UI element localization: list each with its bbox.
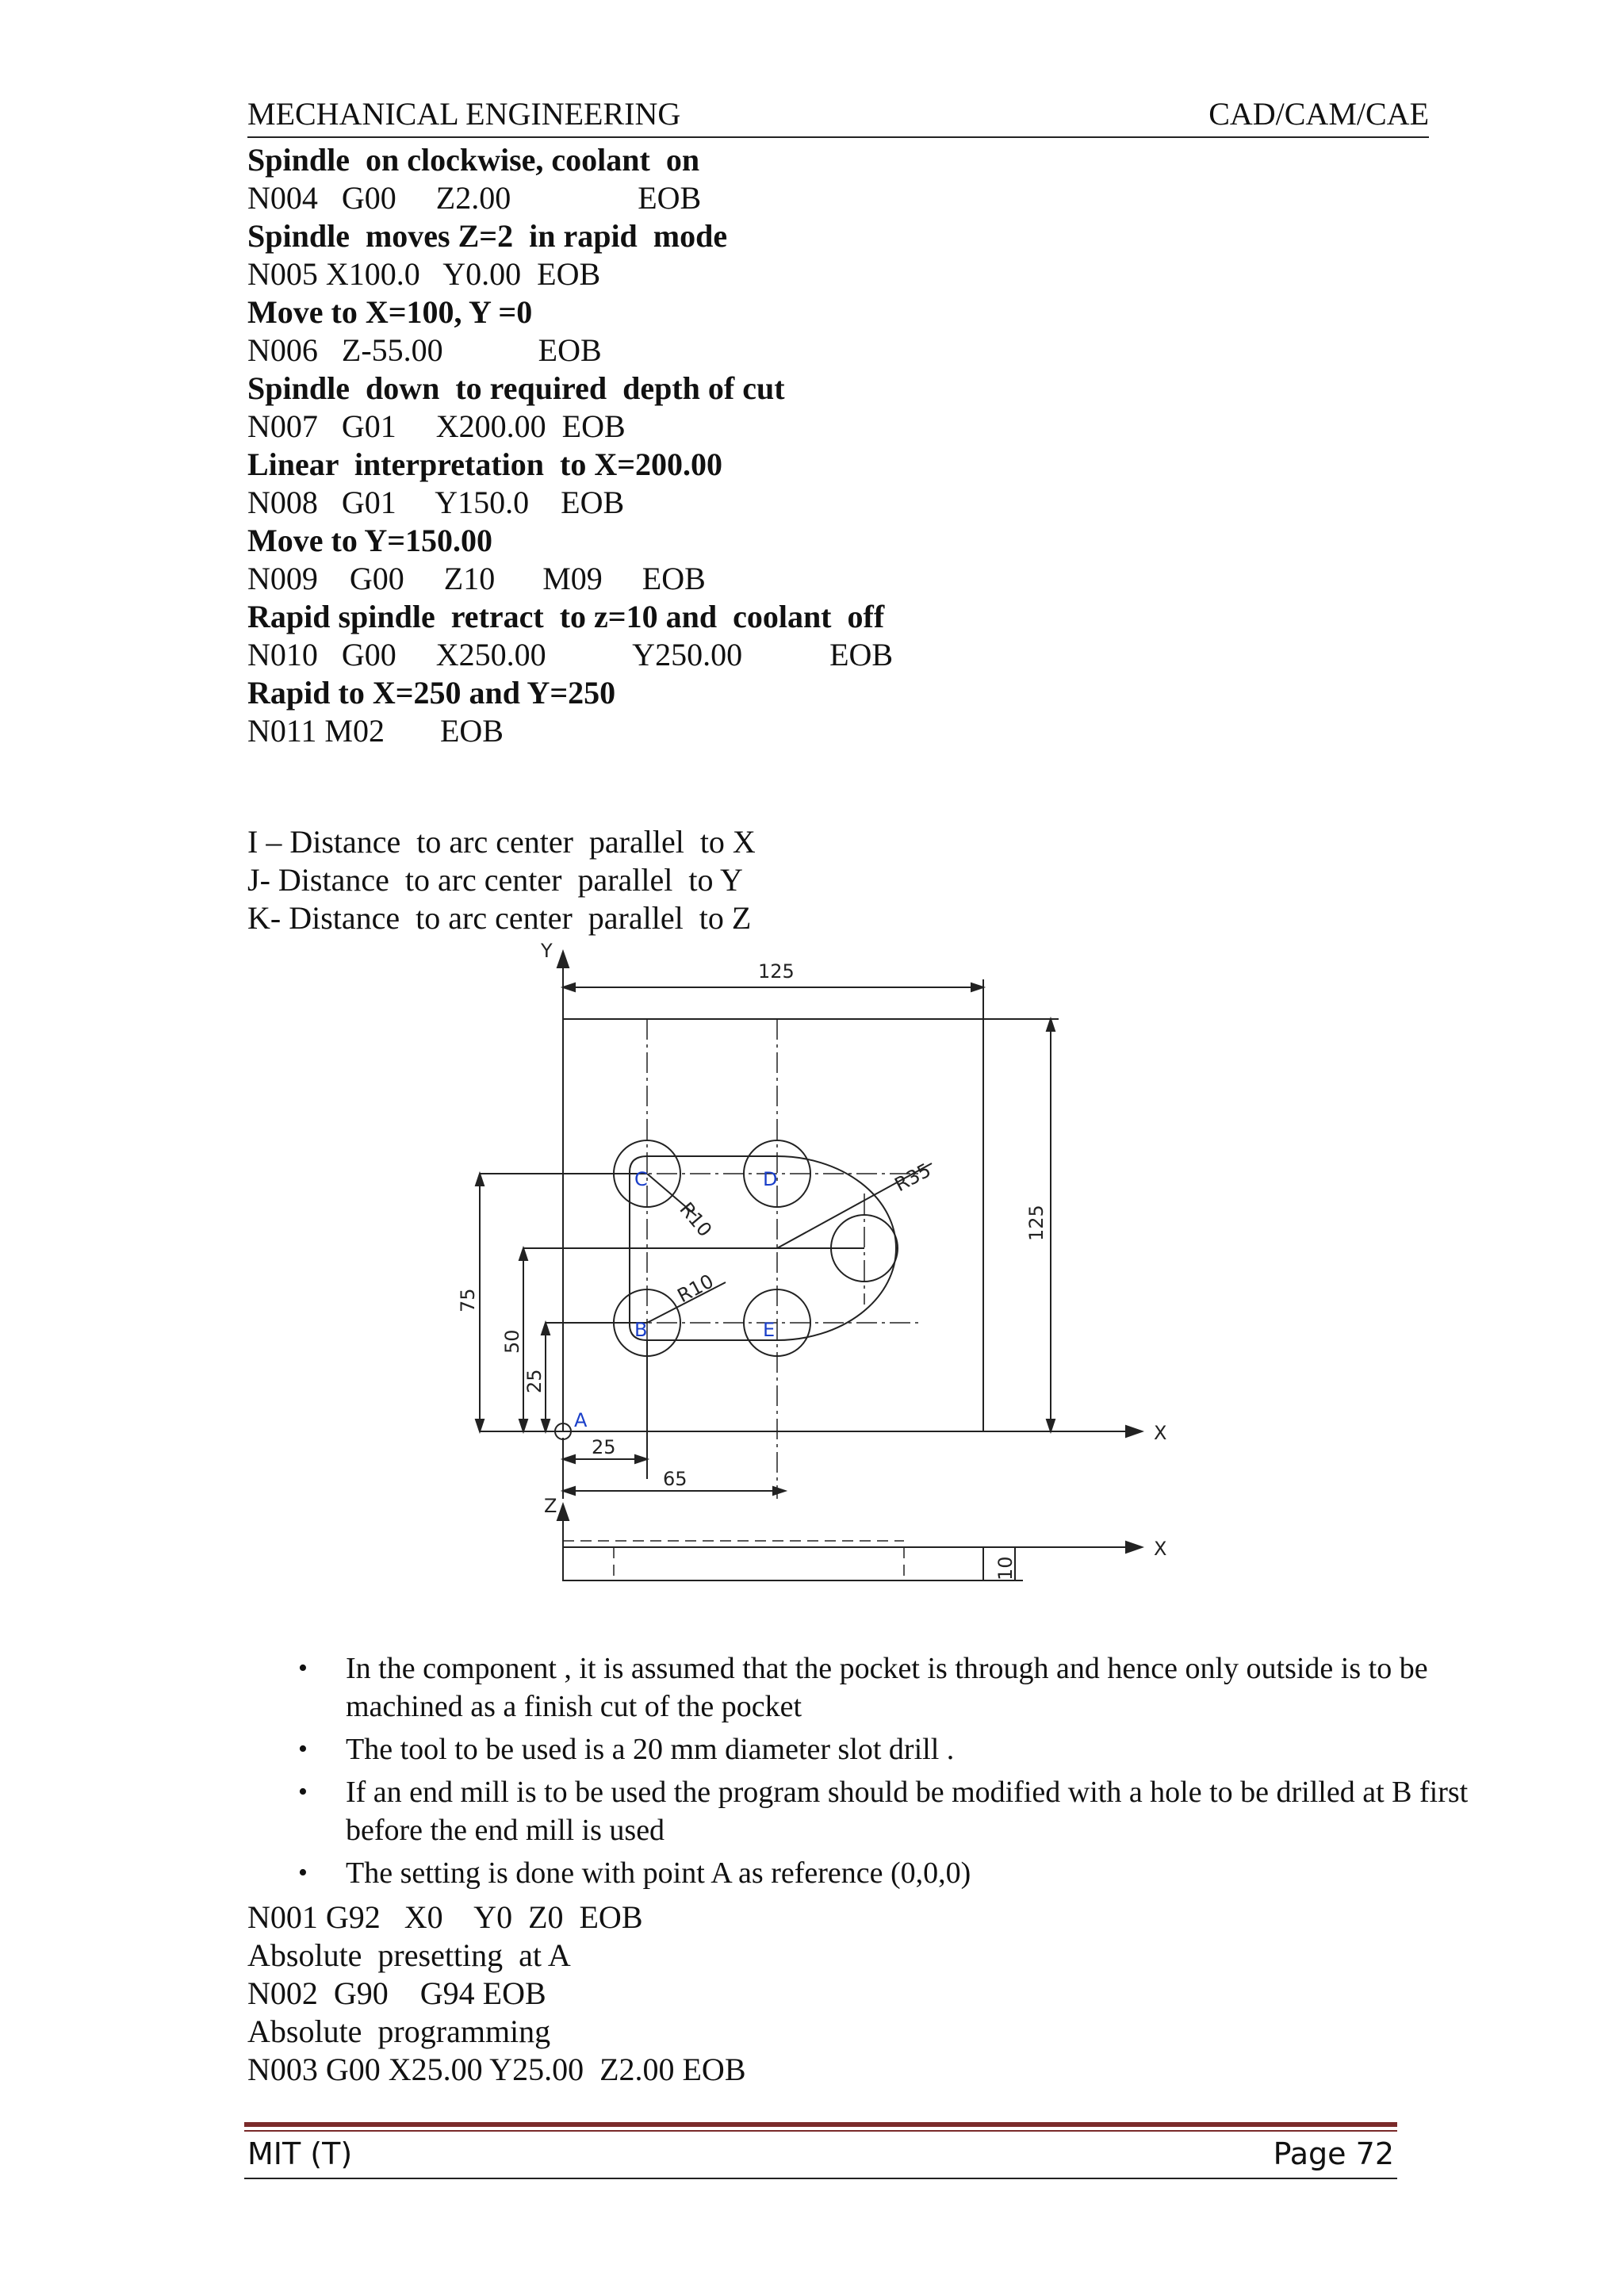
dim-arrow: [773, 1487, 785, 1495]
bullet-icon: •: [298, 1858, 308, 1887]
page-number: Page 72: [1273, 2136, 1394, 2171]
note-text: In the component , it is assumed that the pocket is through and hence only outside is to be machined as a finish cut of the pocket: [346, 1652, 1428, 1723]
dim-arrow: [519, 1420, 527, 1431]
point-label-d: D: [763, 1168, 778, 1190]
part-drawing-svg: [444, 940, 1174, 1614]
radius-label-r10-top: R10: [675, 1197, 717, 1242]
program-line: N008 G01 Y150.0 EOB: [247, 485, 625, 520]
x-axis-arrow-front: [1126, 1542, 1142, 1553]
note-item: [247, 1854, 1469, 1892]
bullet-icon: •: [298, 1777, 308, 1806]
note-text: If an end mill is to be used the program should be modified with a hole to be drilled at B first before the end mill is used: [346, 1776, 1469, 1847]
dim-arrow: [476, 1174, 484, 1186]
program-line: Spindle moves Z=2 in rapid mode: [247, 218, 728, 254]
program-line: N004 G00 Z2.00 EOB: [247, 180, 702, 216]
dim-arrow: [971, 983, 983, 991]
dim-arrow: [542, 1323, 550, 1335]
footer-rule: [244, 2178, 1397, 2179]
program-line: Move to Y=150.00: [247, 523, 493, 558]
note-item: [247, 1773, 1469, 1849]
header-rule: [247, 136, 1429, 138]
program-line: N011 M02 EOB: [247, 713, 504, 749]
program-line: N006 Z-55.00 EOB: [247, 332, 602, 368]
program-line: Linear interpretation to X=200.00: [247, 446, 723, 482]
header-right: CAD/CAM/CAE: [1208, 96, 1429, 132]
program-line: Absolute presetting at A: [247, 1937, 571, 1973]
y-axis-arrow: [557, 952, 569, 967]
program-bottom: [247, 1898, 1453, 2089]
program-line: N003 G00 X25.00 Y25.00 Z2.00 EOB: [247, 2052, 746, 2087]
dim-label-75: 75: [457, 1288, 479, 1312]
bullet-icon: •: [298, 1734, 308, 1764]
header-left: MECHANICAL ENGINEERING: [247, 96, 681, 132]
radius-label-r35: R35: [891, 1159, 935, 1197]
program-line: N009 G00 Z10 M09 EOB: [247, 561, 706, 596]
program-line: Rapid spindle retract to z=10 and coolant off: [247, 599, 885, 634]
notes-list: [247, 1649, 1469, 1897]
footer-rule: [244, 2130, 1397, 2132]
front-view-block: [563, 1547, 983, 1580]
axis-label-y: Y: [541, 940, 553, 962]
note-text: The setting is done with point A as reference (0,0,0): [346, 1856, 971, 1890]
program-line: N001 G92 X0 Y0 Z0 EOB: [247, 1899, 643, 1935]
dim-label-25-vertical: 25: [523, 1369, 546, 1393]
dim-label-125-right: 125: [1025, 1205, 1048, 1241]
point-label-b: B: [634, 1319, 648, 1341]
dim-arrow: [635, 1455, 647, 1463]
dim-arrow: [563, 1487, 575, 1495]
axis-label-z: Z: [544, 1495, 557, 1517]
dim-arrow: [542, 1420, 550, 1431]
note-item: [247, 1730, 1469, 1768]
axis-label-x: X: [1154, 1422, 1167, 1444]
page-header: [247, 95, 1429, 132]
dim-arrow: [563, 983, 575, 991]
definition-line: I – Distance to arc center parallel to X: [247, 824, 756, 860]
note-item: [247, 1649, 1469, 1726]
program-line: N005 X100.0 Y0.00 EOB: [247, 256, 601, 292]
point-label-e: E: [763, 1319, 776, 1341]
dim-label-65: 65: [663, 1468, 688, 1490]
dim-arrow: [1047, 1019, 1055, 1031]
program-top: [247, 141, 1453, 750]
point-label-c: C: [634, 1168, 648, 1190]
point-label-a: A: [574, 1409, 588, 1431]
program-line: Spindle down to required depth of cut: [247, 370, 785, 406]
dim-label-10: 10: [994, 1556, 1017, 1580]
program-line: N002 G90 G94 EOB: [247, 1975, 546, 2011]
program-line: N010 G00 X250.00 Y250.00 EOB: [247, 637, 894, 672]
program-line: N007 G01 X200.00 EOB: [247, 408, 626, 444]
program-line: Rapid to X=250 and Y=250: [247, 675, 616, 711]
dim-arrow: [476, 1420, 484, 1431]
dim-arrow: [563, 1455, 575, 1463]
x-axis-arrow: [1126, 1426, 1142, 1437]
definition-line: K- Distance to arc center parallel to Z: [247, 900, 752, 936]
dim-label-25-horizontal: 25: [592, 1436, 616, 1458]
dim-label-125-top: 125: [758, 960, 795, 983]
footer-left: MIT (T): [247, 2136, 353, 2171]
bullet-icon: •: [298, 1653, 308, 1683]
footer-rule: [244, 2122, 1397, 2127]
radius-label-r10-bottom: R10: [673, 1270, 718, 1308]
z-axis-arrow: [557, 1504, 569, 1520]
axis-label-x2: X: [1154, 1538, 1167, 1560]
arc-definitions: [247, 823, 1453, 937]
part-drawing: [444, 940, 1174, 1614]
dim-arrow: [1047, 1420, 1055, 1431]
program-line: Absolute programming: [247, 2013, 551, 2049]
program-line: Move to X=100, Y =0: [247, 294, 533, 330]
definition-line: J- Distance to arc center parallel to Y: [247, 862, 743, 898]
page-footer: [247, 2136, 1394, 2171]
dim-label-50: 50: [501, 1329, 523, 1354]
dim-arrow: [519, 1248, 527, 1260]
note-text: The tool to be used is a 20 mm diameter slot drill .: [346, 1733, 955, 1766]
program-line: Spindle on clockwise, coolant on: [247, 142, 700, 178]
